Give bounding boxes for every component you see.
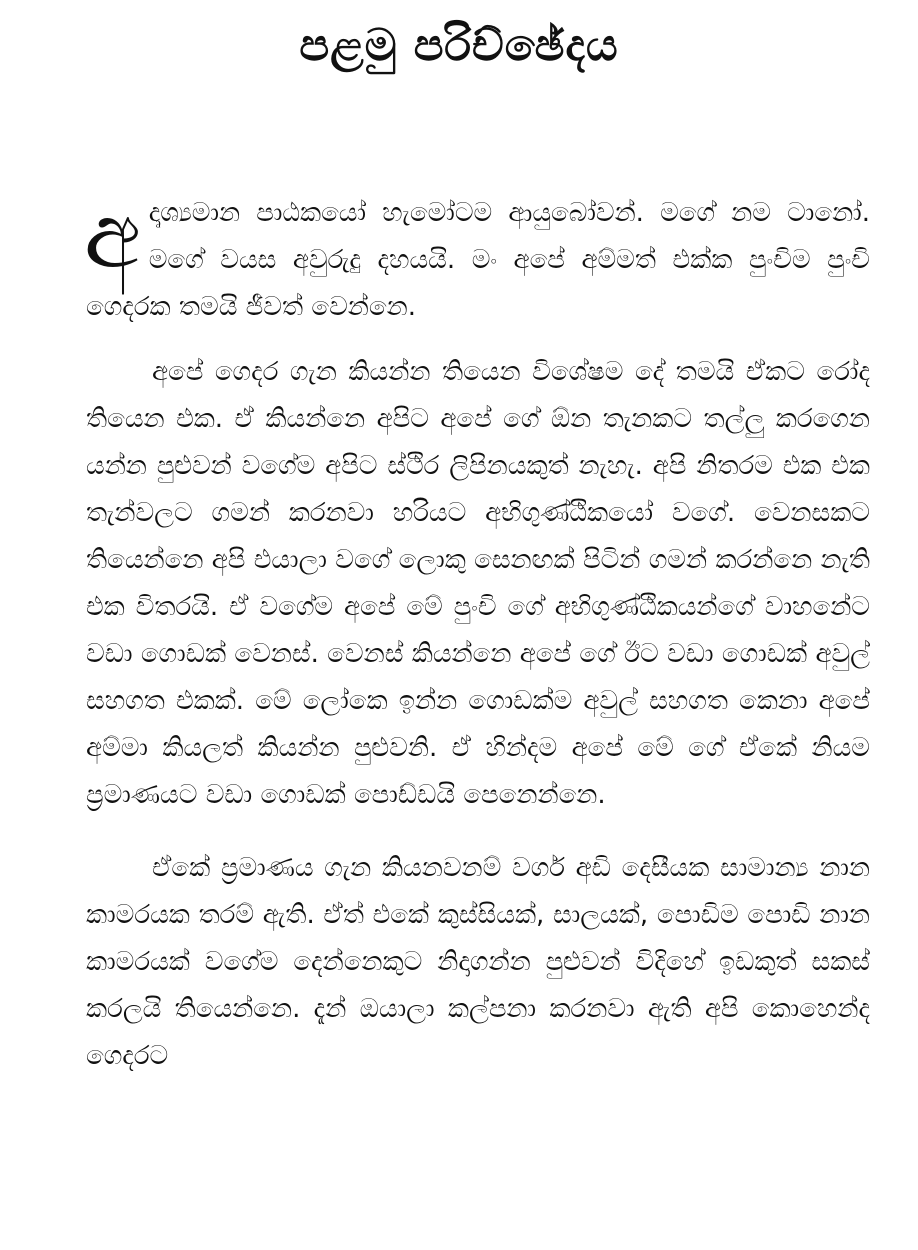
paragraph-1-text: දෘශ්‍යමාන පාඨකයෝ හැමෝටම ආයුබෝවන්. මගේ නම ටානෝ. මගේ වයස අවුරුදු දහයයි. මං අපේ අම්මත් එක්ක පුංචිම පුංචි ගෙදරක තමයි ජීවත් වෙන්නෙ. <box>86 198 870 322</box>
paragraph-2: අපේ ගෙදර ගැන කියන්න තියෙන විශේෂම දේ තමයි ඒකට රෝද තියෙන එක. ඒ කියන්නෙ අපිට අපේ ගේ ඕන තැනකට තල්ලු කරගෙන යන්න පුළුවන් වගේම අපිට ස්ථිර ලිපිනයකුත් නැහැ. අපි නිතරම එක එක තැන්වලට ගමන් කරනවා හරියට අභිගුණ්ඨිකයෝ වගේ. වෙනසකට තියෙන්නෙ අපි එයාලා වගේ ලොකු සෙනඟක් පිටින් ගමන් කරන්නෙ නැති එක විතරයි. ඒ වගේම අපේ මේ පුංචි ගේ අභිගුණ්ඨිකයන්ගේ වාහනේට වඩා ගොඩක් වෙනස්. වෙනස් කියන්නෙ අපේ ගේ ඊට වඩා ගොඩක් අවුල් සහගත එකක්. මේ ලෝකෙ ඉන්න ගොඩක්ම අවුල් සහගත කෙනා අපේ අම්මා කියලත් කියන්න පුළුවනි. ඒ හින්දම අපේ මේ ගේ ඒකේ නියම ප්‍රමාණයට වඩා ගොඩක් පොඩ්ඩයි පෙනෙන්නෙ. <box>86 357 870 810</box>
body-text <box>84 182 870 1080</box>
chapter-title: පළමු පරිච්ඡේදය <box>299 20 619 71</box>
paragraph-3: ඒකේ ප්‍රමාණය ගැන කියනවනම් වර්ග අඩි දෙසීයක සාමාන්‍ය නාන කාමරයක තරම් ඇති. ඒත් එකේ කුස්සියක්, සාලයක්, පොඩිම පොඩි නාන කාමරයක් වගේම දෙන්නෙකුට නිදාගන්න පුළුවන් විදිහේ ඉඩකුත් සකස් කරලයි තියෙන්නෙ. දැන් ඔයාලා කල්පනා කරනවා ඇති අපි කොහෙන්ද ගෙදරට <box>86 853 870 1071</box>
drop-cap: අ <box>84 182 141 289</box>
paragraph-1 <box>84 182 870 331</box>
